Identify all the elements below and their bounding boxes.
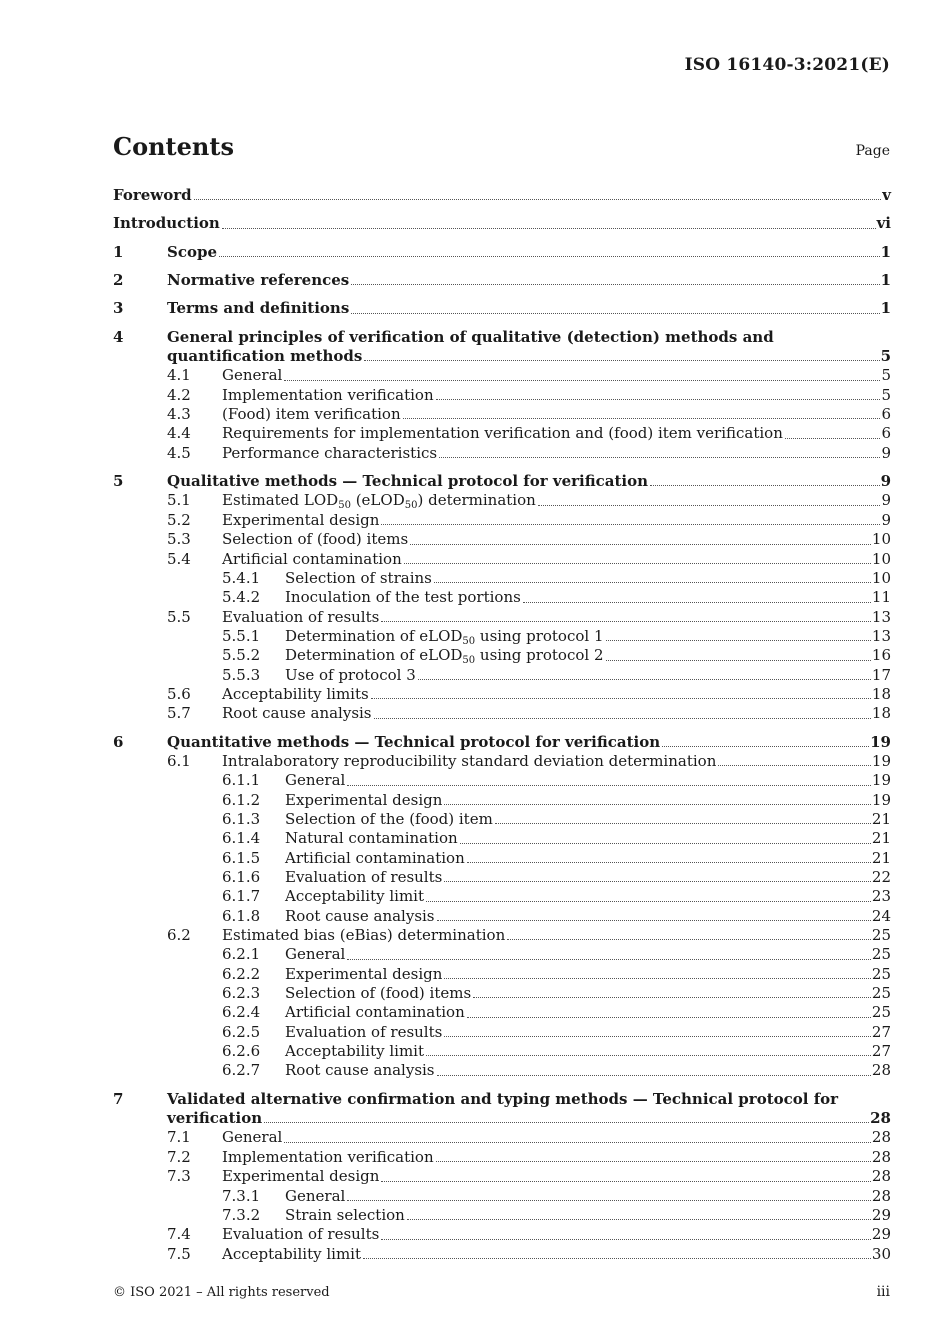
toc-entry[interactable] [113, 472, 891, 491]
toc-entry-title: Experimental design [285, 790, 443, 809]
dot-leader [785, 437, 881, 439]
toc-entry[interactable] [113, 366, 891, 385]
toc-entry-title: Evaluation of results [222, 1225, 380, 1244]
toc-entry-page: 25 [871, 984, 891, 1003]
toc-entry-title: General [222, 366, 283, 385]
toc-entry[interactable] [113, 214, 891, 233]
toc-entry-title: Selection of (food) items [222, 530, 409, 549]
dot-leader [662, 745, 869, 747]
dot-leader [381, 1180, 871, 1182]
toc-entry-number: 6.1.6 [222, 868, 261, 886]
toc-entry-title: Root cause analysis [285, 906, 435, 925]
contents-title: Contents [113, 132, 234, 161]
toc-entry[interactable] [113, 849, 891, 868]
toc-entry[interactable] [113, 1245, 891, 1264]
toc-entry-page: 1 [880, 242, 891, 261]
dot-leader [351, 312, 879, 314]
dot-leader [363, 1257, 871, 1259]
dot-leader [381, 620, 871, 622]
toc-entry-page: 16 [871, 646, 891, 665]
toc-entry-number: 7 [113, 1089, 124, 1108]
toc-entry-number: 5.7 [167, 704, 191, 723]
toc-entry[interactable] [113, 1225, 891, 1244]
toc-entry[interactable] [113, 771, 891, 790]
toc-entry-page: 5 [881, 366, 891, 385]
toc-entry-title: Artificial contamination [285, 1003, 465, 1022]
toc-entry[interactable] [113, 588, 891, 607]
toc-entry[interactable] [113, 386, 891, 405]
dot-leader [434, 581, 871, 583]
dot-leader [407, 1218, 871, 1220]
toc-entry-number: 5 [113, 472, 124, 491]
toc-entry-title: Artificial contamination [285, 848, 465, 867]
toc-entry-page: 28 [871, 1167, 891, 1186]
toc-entry-number: 6.1.2 [222, 790, 261, 809]
toc-entry[interactable] [113, 550, 891, 569]
toc-entry[interactable] [113, 829, 891, 848]
toc-entry-number: 6.1.3 [222, 809, 261, 828]
dot-leader [364, 359, 879, 361]
toc-entry-page: 9 [881, 491, 891, 510]
toc-entry[interactable] [113, 328, 891, 347]
toc-entry-title: Experimental design [222, 510, 380, 529]
toc-entry-title: Requirements for implementation verification and (food) item verification [222, 424, 783, 443]
toc-entry-page: 13 [871, 607, 891, 626]
toc-entry-number: 6.1.7 [222, 887, 261, 906]
toc-entry-number: 7.3.2 [222, 1205, 261, 1224]
toc-entry-number: 5.5.3 [222, 665, 261, 684]
toc-entry-title: Estimated $LOD_{50}$ (eLOD$_{50}$) determination [222, 491, 536, 512]
toc-entry[interactable] [113, 1128, 891, 1147]
toc-entry-number: 6.1 [167, 751, 191, 770]
toc-entry-title: Implementation verification [222, 1147, 434, 1166]
toc-entry-number: 6.1.8 [222, 906, 261, 925]
toc-entry-number: 6.1.5 [222, 848, 261, 867]
toc-entry-title: Selection of strains [285, 568, 432, 587]
toc-entry-title: Intralaboratory reproducibility standard deviation determination [222, 751, 717, 770]
toc-entry-number: 5.6 [167, 684, 191, 703]
toc-entry-title: Normative references [167, 271, 350, 290]
dot-leader [473, 996, 871, 998]
dot-leader [606, 639, 871, 641]
toc-entry-number: 6.2.1 [222, 945, 261, 964]
toc-entry-page: 19 [871, 751, 891, 770]
toc-entry-number: 7.3 [167, 1167, 191, 1186]
toc-entry-page: 28 [871, 1128, 891, 1147]
dot-leader [426, 900, 871, 902]
dot-leader [374, 717, 871, 719]
toc-entry[interactable] [113, 733, 891, 752]
dot-leader [284, 379, 880, 381]
toc-entry[interactable] [113, 868, 891, 887]
toc-entry-number: 3 [113, 299, 124, 318]
dot-leader [507, 938, 871, 940]
dot-leader [426, 1054, 871, 1056]
dot-leader [467, 1016, 871, 1018]
toc-entry-number: 6.2.6 [222, 1042, 261, 1061]
toc-entry[interactable] [113, 907, 891, 926]
toc-entry-page: 9 [881, 510, 891, 529]
toc-entry-title: General principles of verification of qualitative (detection) methods and [167, 327, 774, 346]
toc-entry-number: 2 [113, 271, 124, 290]
dot-leader [219, 255, 880, 257]
toc-entry-title: Qualitative methods — Technical protocol for verification [167, 472, 649, 491]
toc-entry-number: 5.4.1 [222, 568, 261, 587]
toc-entry-number: 6 [113, 732, 124, 751]
toc-entry-title: Experimental design [285, 964, 443, 983]
toc-entry-number: 4.5 [167, 443, 191, 462]
toc-entry-title: Artificial contamination [222, 549, 402, 568]
toc-entry-title: Scope [167, 242, 218, 261]
toc-entry-title: Acceptability limit [285, 887, 424, 906]
toc-entry[interactable] [113, 424, 891, 443]
page-number: iii [876, 1284, 890, 1300]
toc-entry-number: 6.1.4 [222, 829, 261, 848]
toc-entry-number: 6.2.3 [222, 984, 261, 1003]
dot-leader [436, 1160, 871, 1162]
toc-entry-title: Quantitative methods — Technical protocol for verification [167, 732, 661, 751]
toc-entry-number: 6.2.2 [222, 964, 261, 983]
toc-entry-title: Introduction [113, 214, 220, 233]
dot-leader [194, 198, 882, 200]
toc-entry[interactable] [113, 1023, 891, 1042]
dot-leader [495, 822, 871, 824]
dot-leader [444, 977, 871, 979]
toc-entry-page: 9 [880, 472, 891, 491]
dot-leader [284, 1141, 871, 1143]
toc-entry[interactable] [113, 646, 891, 665]
dot-leader [437, 1074, 871, 1076]
toc-entry-page: 21 [871, 829, 891, 848]
toc-entry[interactable] [113, 186, 891, 205]
toc-entry-page: 11 [871, 588, 891, 607]
toc-entry[interactable] [113, 685, 891, 704]
table-of-contents [113, 186, 891, 1264]
toc-entry-page: 28 [870, 1109, 891, 1128]
toc-entry-page: 19 [871, 790, 891, 809]
toc-entry-number: 6.2.7 [222, 1061, 261, 1080]
toc-entry-page: 28 [871, 1061, 891, 1080]
dot-leader [606, 659, 871, 661]
toc-entry-title: Foreword [113, 186, 192, 204]
toc-entry[interactable] [113, 569, 891, 588]
toc-entry-page: 18 [871, 684, 891, 703]
copyright-notice: © ISO 2021 – All rights reserved [113, 1285, 330, 1300]
toc-entry-page: 21 [871, 848, 891, 867]
toc-entry[interactable] [113, 243, 891, 262]
toc-entry-title: Acceptability limit [222, 1244, 361, 1263]
dot-leader [437, 919, 871, 921]
toc-entry-title: Evaluation of results [285, 1022, 443, 1041]
toc-entry-title: Root cause analysis [222, 704, 372, 723]
toc-entry[interactable] [113, 1042, 891, 1061]
toc-entry[interactable] [113, 984, 891, 1003]
toc-entry-title: Implementation verification [222, 385, 434, 404]
toc-entry-title: Inoculation of the test portions [285, 588, 521, 607]
toc-entry-page: 10 [871, 530, 891, 549]
toc-entry-page: 19 [871, 771, 891, 790]
toc-entry[interactable] [113, 608, 891, 627]
toc-entry-number: 5.3 [167, 530, 191, 549]
toc-entry[interactable] [113, 444, 891, 463]
dot-leader [381, 1238, 871, 1240]
toc-entry-page: 21 [871, 809, 891, 828]
toc-entry-title: Validated alternative confirmation and typing methods — Technical protocol for [167, 1089, 839, 1108]
toc-entry-page: 10 [871, 549, 891, 568]
dot-leader [523, 601, 871, 603]
dot-leader [410, 543, 871, 545]
toc-entry-number: 6.2.5 [222, 1022, 261, 1041]
toc-entry-title: Performance characteristics [222, 443, 438, 462]
toc-entry-page: v [882, 186, 891, 204]
toc-entry-number: 4.1 [167, 366, 191, 385]
toc-entry-title: General [285, 771, 346, 790]
dot-leader [347, 784, 871, 786]
toc-entry[interactable] [113, 271, 891, 290]
toc-entry-number: 4.4 [167, 424, 191, 443]
toc-entry-title: verification [167, 1109, 263, 1128]
dot-leader [439, 456, 880, 458]
toc-entry-number: 5.4 [167, 549, 191, 568]
toc-entry[interactable] [113, 1003, 891, 1022]
toc-entry[interactable] [113, 627, 891, 646]
toc-entry-page: 25 [871, 964, 891, 983]
toc-entry-title: (Food) item verification [222, 405, 401, 424]
toc-entry-page: 24 [871, 906, 891, 925]
toc-entry[interactable] [113, 1109, 891, 1128]
toc-entry-page: 25 [871, 926, 891, 945]
toc-entry[interactable] [113, 810, 891, 829]
dot-leader [418, 678, 871, 680]
toc-entry-number: 7.3.1 [222, 1186, 261, 1205]
toc-entry-number: 5.1 [167, 491, 191, 510]
toc-entry[interactable] [113, 511, 891, 530]
toc-entry[interactable] [113, 491, 891, 510]
dot-leader [264, 1121, 869, 1123]
toc-entry-page: 9 [881, 443, 891, 462]
toc-entry-title: General [285, 1186, 346, 1205]
dot-leader [460, 842, 871, 844]
toc-entry-title: Experimental design [222, 1167, 380, 1186]
toc-entry-page: vi [876, 214, 891, 233]
dot-leader [371, 697, 871, 699]
dot-leader [467, 861, 871, 863]
toc-entry-number: 5.4.2 [222, 588, 261, 607]
toc-entry-page: 28 [871, 1186, 891, 1205]
dot-leader [381, 523, 880, 525]
toc-entry-title: Root cause analysis [285, 1061, 435, 1080]
toc-entry[interactable] [113, 530, 891, 549]
toc-entry-page: 23 [871, 887, 891, 906]
toc-entry-page: 19 [870, 732, 891, 751]
toc-entry[interactable] [113, 704, 891, 723]
toc-entry-number: 4.3 [167, 405, 191, 424]
toc-entry-page: 28 [871, 1147, 891, 1166]
toc-entry[interactable] [113, 926, 891, 945]
toc-entry[interactable] [113, 405, 891, 424]
toc-entry-page: 29 [871, 1205, 891, 1224]
toc-entry-title: Terms and definitions [167, 299, 350, 318]
toc-entry-number: 7.5 [167, 1244, 191, 1263]
dot-leader [538, 504, 881, 506]
toc-entry-title: Determination of eLOD$_{50}$ using protocol 2 [285, 646, 604, 667]
toc-entry-page: 18 [871, 704, 891, 723]
toc-entry-page: 29 [871, 1225, 891, 1244]
dot-leader [718, 764, 871, 766]
toc-entry-title: General [285, 945, 346, 964]
toc-entry-title: Determination of eLOD$_{50}$ using protocol 1 [285, 626, 604, 647]
document-id: ISO 16140-3:2021(E) [684, 55, 890, 75]
toc-entry-number: 7.2 [167, 1147, 191, 1166]
toc-entry-number: 7.4 [167, 1225, 191, 1244]
toc-entry-number: 5.5 [167, 607, 191, 626]
toc-entry[interactable] [113, 1061, 891, 1080]
toc-entry-title: Acceptability limits [222, 684, 369, 703]
toc-entry[interactable] [113, 965, 891, 984]
toc-entry-page: 13 [871, 626, 891, 645]
dot-leader [347, 1199, 871, 1201]
dot-leader [351, 283, 879, 285]
toc-entry[interactable] [113, 1090, 891, 1109]
page-column-label: Page [855, 143, 890, 159]
toc-entry-page: 17 [871, 665, 891, 684]
dot-leader [222, 227, 876, 229]
toc-entry-page: 27 [871, 1042, 891, 1061]
dot-leader [436, 398, 881, 400]
toc-entry-title: Selection of (food) items [285, 984, 472, 1003]
toc-entry-title: Selection of the (food) item [285, 809, 493, 828]
dot-leader [650, 484, 880, 486]
toc-entry-page: 1 [880, 299, 891, 318]
toc-entry-number: 5.2 [167, 510, 191, 529]
toc-entry[interactable] [113, 666, 891, 685]
toc-entry-page: 30 [871, 1244, 891, 1263]
toc-entry[interactable] [113, 791, 891, 810]
toc-entry-page: 5 [880, 347, 891, 366]
toc-entry-number: 1 [113, 242, 124, 261]
dot-leader [404, 562, 871, 564]
toc-entry-number: 4.2 [167, 385, 191, 404]
toc-entry-title: Evaluation of results [222, 607, 380, 626]
toc-entry[interactable] [113, 945, 891, 964]
toc-entry-title: Use of protocol 3 [285, 665, 416, 684]
toc-entry-page: 1 [880, 271, 891, 290]
toc-entry-title: Evaluation of results [285, 868, 443, 886]
dot-leader [444, 803, 871, 805]
toc-entry-number: 6.2 [167, 926, 191, 945]
toc-entry-title: quantification methods [167, 347, 363, 366]
dot-leader [403, 417, 881, 419]
toc-entry[interactable] [113, 347, 891, 366]
toc-entry[interactable] [113, 1148, 891, 1167]
toc-entry-number: 5.5.1 [222, 626, 261, 645]
toc-entry[interactable] [113, 1167, 891, 1186]
toc-entry-page: 6 [881, 405, 891, 424]
toc-entry[interactable] [113, 1206, 891, 1225]
toc-entry-page: 27 [871, 1022, 891, 1041]
toc-entry[interactable] [113, 1187, 891, 1206]
toc-entry-page: 25 [871, 1003, 891, 1022]
toc-entry-number: 6.2.4 [222, 1003, 261, 1022]
toc-entry-page: 22 [871, 868, 891, 886]
toc-entry-page: 5 [881, 385, 891, 404]
toc-entry-title: Acceptability limit [285, 1042, 424, 1061]
dot-leader [347, 958, 871, 960]
toc-entry-number: 4 [113, 327, 124, 346]
dot-leader [444, 1035, 871, 1037]
toc-entry-number: 7.1 [167, 1128, 191, 1147]
toc-entry[interactable] [113, 299, 891, 318]
toc-entry-number: 6.1.1 [222, 771, 261, 790]
toc-entry-page: 6 [881, 424, 891, 443]
toc-entry[interactable] [113, 752, 891, 771]
toc-entry-title: General [222, 1128, 283, 1147]
toc-entry-page: 10 [871, 568, 891, 587]
toc-entry-page: 25 [871, 945, 891, 964]
toc-entry[interactable] [113, 887, 891, 906]
toc-entry-title: Estimated bias (eBias) determination [222, 926, 506, 945]
toc-entry-title: Strain selection [285, 1205, 405, 1224]
toc-entry-number: 5.5.2 [222, 646, 261, 665]
toc-entry-title: Natural contamination [285, 829, 458, 848]
dot-leader [444, 880, 871, 882]
